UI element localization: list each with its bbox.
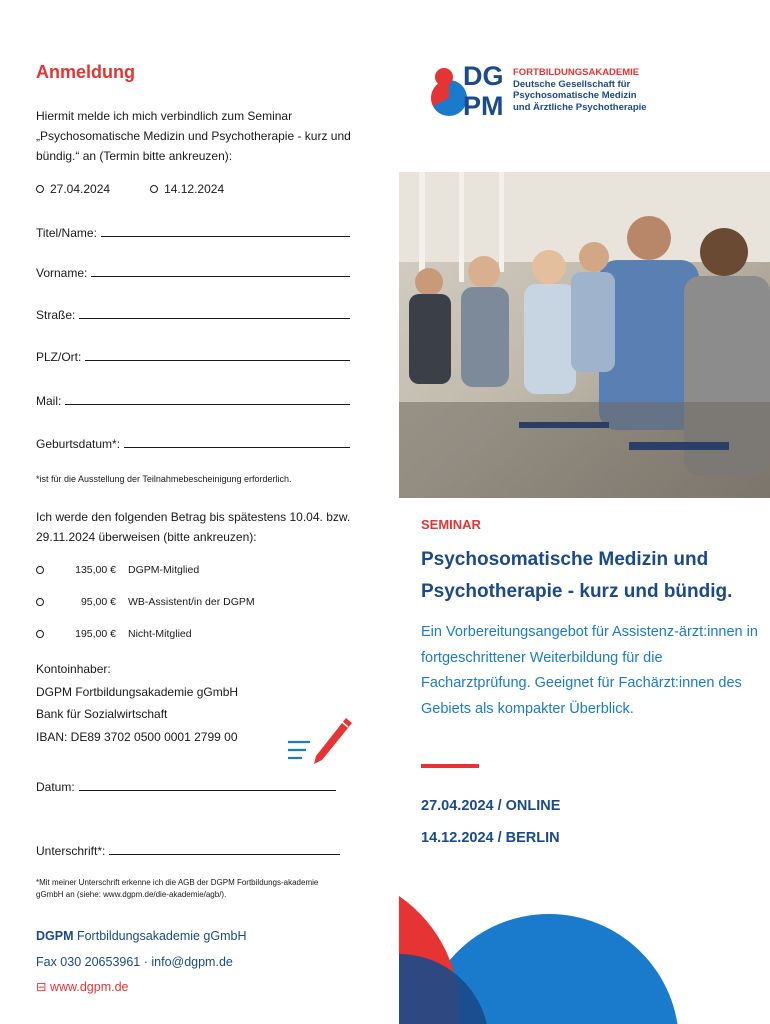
field-title-name[interactable] (36, 226, 350, 240)
payment-amount: 95,00 € (80, 596, 116, 608)
iban: IBAN: DE89 3702 0500 0001 2799 00 (36, 729, 238, 744)
input-line[interactable] (109, 854, 340, 855)
payment-option-member[interactable] (36, 564, 199, 576)
radio-circle-icon[interactable] (36, 566, 44, 574)
field-label: Geburtsdatum*: (36, 437, 121, 451)
seminar-audience-photo (399, 172, 770, 498)
footer-org (36, 924, 247, 950)
form-intro: Hiermit melde ich mich verbindlich zum Seminar „Psychosomatische Medizin und Psychotherapie - kurz und bündig.“ an (Termin bitte ankreuzen): (36, 109, 351, 163)
date-option-label: 27.04.2024 (50, 182, 111, 196)
input-line[interactable] (79, 790, 336, 791)
footer-fax-mail[interactable]: Fax 030 20653961 · info@dgpm.de (36, 954, 233, 969)
dgpm-logo-mark (423, 60, 505, 120)
radio-circle-icon[interactable] (36, 630, 44, 638)
field-label: Datum: (36, 780, 75, 794)
seminar-date-2: 14.12.2024 / BERLIN (421, 830, 560, 846)
field-label: Vorname: (36, 266, 88, 280)
payment-intro: Ich werde den folgenden Betrag bis spätestens 10.04. bzw. 29.11.2024 überweisen (bitte ankreuzen): (36, 510, 351, 544)
logo-line-3: Psychosomatische Medizin (513, 90, 637, 101)
payment-option-non-member[interactable] (36, 628, 192, 640)
field-street[interactable] (36, 308, 350, 322)
logo-line-4: und Ärztliche Psychotherapie (513, 101, 647, 113)
logo-line-1: FORTBILDUNGSAKADEMIE (513, 67, 640, 78)
field-label: Titel/Name: (36, 226, 97, 240)
payment-amount: 135,00 € (75, 564, 116, 576)
date-option-1[interactable] (36, 182, 110, 196)
logo-mark-top: DG (463, 61, 504, 91)
website-link[interactable]: www.dgpm.de (49, 980, 129, 994)
payment-label: WB-Assistent/in der DGPM (128, 596, 255, 608)
input-line[interactable] (124, 447, 350, 448)
field-birthdate[interactable] (36, 437, 350, 451)
input-line[interactable] (101, 236, 350, 237)
payment-label: DGPM-Mitglied (128, 564, 200, 576)
terms-fine-print: *Mit meiner Unterschrift erkenne ich die AGB der DGPM Fortbildungs-akademie gGmbH an (siehe: www.dgpm.de/die-akademie/agb/). (36, 878, 319, 899)
seminar-description: Ein Vorbereitungsangebot für Assistenz-ärzt:innen in fortgeschrittener Weiterbildung für die Facharztprüfung. Geeignet für Fachärzt:innen des Gebiets als kompakter Überblick. (421, 624, 758, 717)
radio-circle-icon[interactable] (36, 185, 44, 193)
field-label: Unterschrift*: (36, 844, 106, 858)
seminar-dates (421, 790, 560, 854)
seminar-panel (399, 0, 770, 1024)
account-holder: DGPM Fortbildungsakademie gGmbH (36, 684, 239, 699)
pen-writing-icon (288, 714, 358, 770)
input-line[interactable] (65, 404, 350, 405)
birthdate-note: *ist für die Ausstellung der Teilnahmebescheinigung erforderlich. (36, 474, 292, 484)
input-line[interactable] (85, 360, 350, 361)
footer-org-rest: Fortbildungsakademie gGmbH (73, 929, 247, 943)
date-option-2[interactable] (150, 182, 224, 196)
payment-amount: 195,00 € (75, 628, 116, 640)
form-title: Anmeldung (36, 62, 135, 82)
field-mail[interactable] (36, 394, 350, 408)
field-zip-city[interactable] (36, 350, 350, 364)
divider-bar (421, 764, 479, 768)
decorative-circles (399, 894, 770, 1024)
bank-details (36, 658, 238, 748)
account-holder-label: Kontoinhaber: (36, 662, 111, 676)
bank-name: Bank für Sozialwirtschaft (36, 707, 168, 721)
seminar-kicker: SEMINAR (421, 517, 481, 532)
date-options (36, 182, 224, 196)
footer-org-bold: DGPM (36, 929, 74, 943)
field-label: PLZ/Ort: (36, 350, 82, 364)
field-label: Mail: (36, 394, 62, 408)
footer-website[interactable] (36, 975, 247, 1001)
input-line[interactable] (91, 276, 350, 277)
payment-label: Nicht-Mitglied (128, 628, 192, 640)
logo-line-2: Deutsche Gesellschaft für (513, 78, 631, 90)
field-first-name[interactable] (36, 266, 350, 280)
logo-text (513, 67, 647, 113)
logo-mark-bottom: PM (463, 91, 504, 120)
globe-icon: ⊟ (36, 980, 47, 994)
field-signature[interactable] (36, 844, 340, 858)
input-line[interactable] (79, 318, 350, 319)
dgpm-logo (423, 60, 647, 120)
field-label: Straße: (36, 308, 76, 322)
radio-circle-icon[interactable] (36, 598, 44, 606)
date-option-label: 14.12.2024 (164, 182, 225, 196)
seminar-headline: Psychosomatische Medizin und Psychotherapie - kurz und bündig. (421, 549, 733, 602)
field-date[interactable] (36, 780, 336, 794)
payment-option-assistant[interactable] (36, 596, 255, 608)
registration-form (36, 0, 366, 1024)
seminar-date-1: 27.04.2024 / ONLINE (421, 798, 561, 814)
radio-circle-icon[interactable] (150, 185, 158, 193)
footer-contact (36, 924, 247, 1001)
